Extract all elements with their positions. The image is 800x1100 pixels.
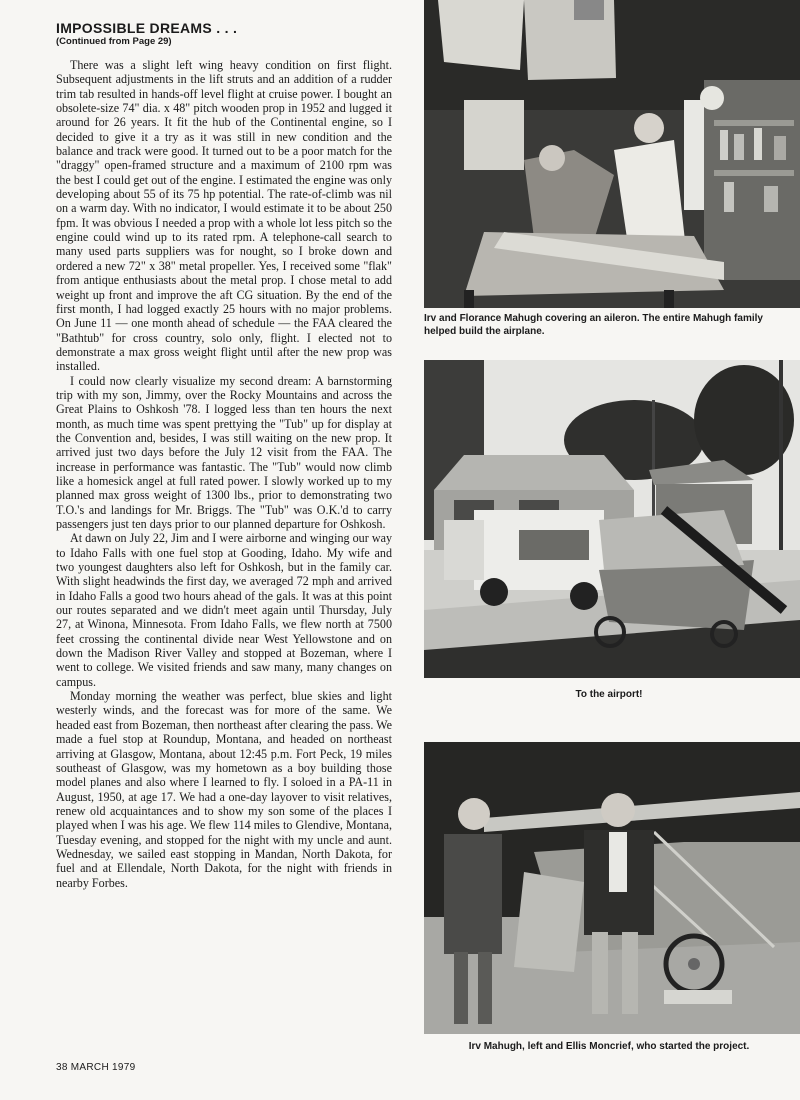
article-header: [56, 20, 416, 48]
continued-note: (Continued from Page 29): [56, 36, 172, 47]
article-body: [56, 58, 392, 890]
article-paragraph: There was a slight left wing heavy condition on first flight. Subsequent adjustments in the lift struts and an addition of a rudder trim tab resulted in hands-off level flight at cruise power. I bought an obsolete-size 74" dia. x 48" pitch wooden prop in 1952 and lugged it around for 26 years. It fit the hub of the Continental engine, so I decided to give it a try as it was still in new condition and the balance and track were good. It turned out to be a poor match for the "draggy" open-framed structure and a maximum of 2100 rpm was the best I could get out of the engine. I estimated the engine was only developing about 55 of its 75 hp potential. The rate-of-climb was nil on a warm day. With no indicator, I would estimate it to be about 250 fpm. It was obvious I needed a prop with a whole lot less pitch so the engine could wind up to its rated rpm. A telephone-call search to many used parts suppliers was for nought, so I broke down and ordered a new 72" x 38" metal propeller. Yes, I received some "flak" from antique enthusiasts about the metal prop. I chose metal to add weight up front and improve the aft CG situation. By the end of the first month, I had logged exactly 25 hours with no major problems. On June 11 — one month ahead of schedule — the FAA cleared the "Bathtub" for cross country, solo only, flight. I elected not to demonstrate a max gross weight flight until after the new prop was installed.: [56, 58, 392, 374]
photo-street: [424, 360, 800, 678]
photo-workshop: [424, 0, 800, 308]
article-paragraph: At dawn on July 22, Jim and I were airborne and winging our way to Idaho Falls with one fuel stop at Gooding, Idaho. My wife and two youngest daughters also left for Oshkosh, but in the family car. With slight headwinds the first day, we averaged 72 mph and arrived in Idaho Falls a good two hours ahead of the gals. It was at this point our routes separated and we didn't meet again until Thursday, July 27, at Winona, Minnesota. From Idaho Falls, we flew north at 7500 feet crossing the continental divide near West Yellowstone and on down the Madison River Valley and stopped at Bozeman, where I went to college. We visited friends and saw many, many changes on campus.: [56, 531, 392, 689]
builders-photo-image: [424, 742, 800, 1034]
caption-workshop: Irv and Florance Mahugh covering an aileron. The entire Mahugh family helped build the airplane.: [424, 313, 763, 337]
page-folio: 38 MARCH 1979: [56, 1062, 136, 1073]
article-paragraph: I could now clearly visualize my second dream: A barnstorming trip with my son, Jimmy, over the Rocky Mountains and across the Great Plains to Oshkosh '78. I logged less than ten hours the next month, as much time was spent prettying the "Tub" up for display at the Convention and, besides, I was still waiting on the new prop. It arrived just two days before the July 12 visit from the FAA. The increase in performance was fantastic. The "Tub" would now climb like a homesick angel at full rated power. I slowly worked up to my planned max gross weight of 1300 lbs., prior to demonstrating two T.O.'s and landings for Mr. Briggs. The "Tub" was O.K.'d to carry passengers just ten days prior to our planned departure for Oshkosh.: [56, 373, 392, 531]
street-photo-image: [424, 360, 800, 678]
article-paragraph: Monday morning the weather was perfect, blue skies and light westerly winds, and the forecast was for more of the same. We headed east from Bozeman, then northeast after clearing the pass. We made a fuel stop at Roundup, Montana, and headed on northeast arriving at Glasgow, Montana, about 12:45 p.m. Fort Peck, 19 miles southeast of Glasgow, was my hometown as a boy building those model planes and also where I learned to fly. I soloed in a PA-11 in August, 1950, at age 17. We had a one-day layover to visit relatives, renew old acquaintances and to show my son some of the places I played when I was his age. We flew 114 miles to Glendive, Montana, Tuesday evening, and stopped for the night with my uncle and aunt. Wednesday, we sailed east stopping in Mandan, North Dakota, for fuel and at Ellendale, North Dakota, for the night with friends in nearby Forbes.: [56, 689, 392, 890]
headline: IMPOSSIBLE DREAMS . . .: [56, 20, 238, 36]
caption-street: To the airport!: [575, 689, 643, 700]
photo-builders: [424, 742, 800, 1034]
workshop-photo-image: [424, 0, 800, 308]
caption-builders: Irv Mahugh, left and Ellis Moncrief, who started the project.: [468, 1041, 750, 1052]
